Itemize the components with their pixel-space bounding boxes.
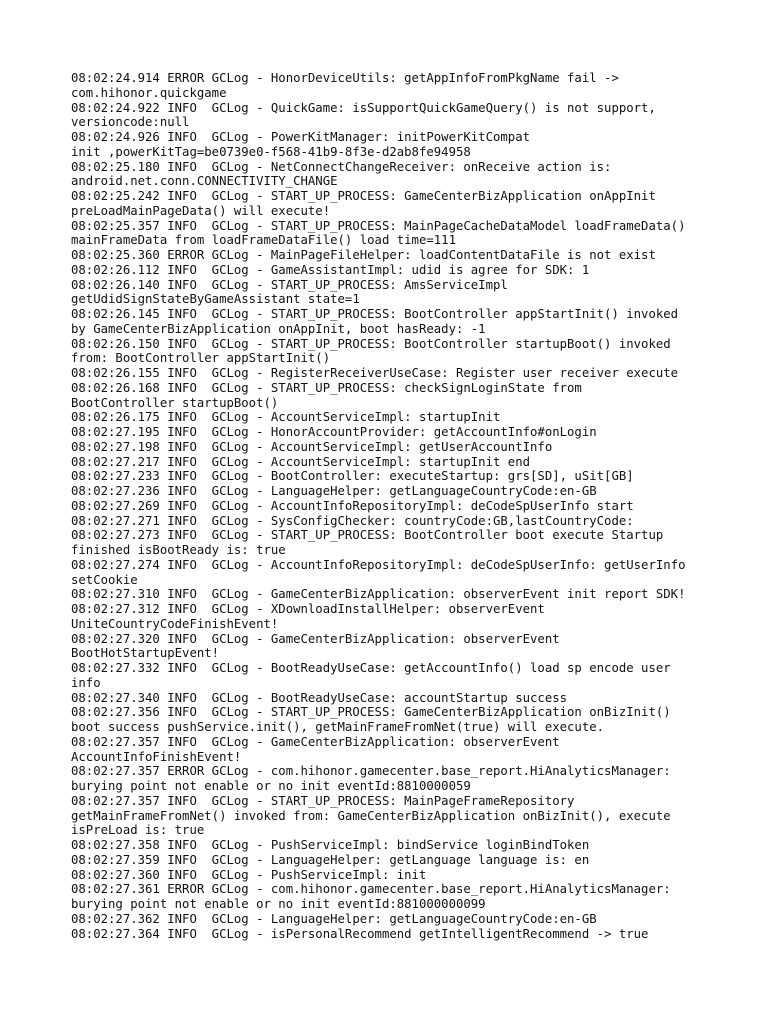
log-line: 08:02:27.233 INFO GCLog - BootController: executeStartup: grs[SD], uSit[GB] xyxy=(71,469,634,484)
log-line: setCookie xyxy=(71,572,138,587)
log-line: 08:02:24.922 INFO GCLog - QuickGame: isSupportQuickGameQuery() is not support, xyxy=(71,100,656,115)
log-line: 08:02:27.271 INFO GCLog - SysConfigChecker: countryCode:GB,lastCountryCode: xyxy=(71,513,634,528)
log-line: 08:02:26.145 INFO GCLog - START_UP_PROCESS: BootController appStartInit() invoked xyxy=(71,307,679,321)
log-line: from: BootController appStartInit() xyxy=(71,351,331,366)
log-line: 08:02:24.914 ERROR GCLog - HonorDeviceUtils: getAppInfoFromPkgName fail -> xyxy=(71,71,619,85)
log-line: preLoadMainPageData() will execute! xyxy=(71,203,331,218)
log-line: info xyxy=(71,675,101,690)
log-line: 08:02:27.217 INFO GCLog - AccountServiceImpl: startupInit end xyxy=(71,454,531,469)
log-line: burying point not enable or no init eventId:8810000059 xyxy=(71,779,471,793)
log-line: 08:02:27.364 INFO GCLog - isPersonalRecommend getIntelligentRecommend -> true xyxy=(71,926,649,941)
log-line: 08:02:27.332 INFO GCLog - BootReadyUseCase: getAccountInfo() load sp encode user xyxy=(71,661,671,675)
log-line: init ,powerKitTag=be0739e0-f568-41b9-8f3e-d2ab8fe94958 xyxy=(71,144,471,159)
log-line: 08:02:27.195 INFO GCLog - HonorAccountProvider: getAccountInfo#onLogin xyxy=(71,425,597,439)
log-line: boot success pushService.init(), getMainFrameFromNet(true) will execute. xyxy=(71,720,605,734)
log-line: 08:02:27.310 INFO GCLog - GameCenterBizApplication: observerEvent init report SDK! xyxy=(71,587,686,602)
log-line: AccountInfoFinishEvent! xyxy=(71,749,242,764)
log-line: 08:02:25.180 INFO GCLog - NetConnectChangeReceiver: onReceive action is: xyxy=(71,159,612,174)
log-line: 08:02:27.269 INFO GCLog - AccountInfoRepositoryImpl: deCodeSpUserInfo start xyxy=(71,498,634,513)
log-line: 08:02:27.312 INFO GCLog - XDownloadInstallHelper: observerEvent xyxy=(71,602,545,616)
log-line: BootHotStartupEvent! xyxy=(71,646,220,661)
log-line: 08:02:26.168 INFO GCLog - START_UP_PROCESS: checkSignLoginState from xyxy=(71,380,582,395)
log-line: 08:02:27.362 INFO GCLog - LanguageHelper: getLanguageCountryCode:en-GB xyxy=(71,911,597,926)
log-line: android.net.conn.CONNECTIVITY_CHANGE xyxy=(71,174,338,189)
log-line: 08:02:27.357 ERROR GCLog - com.hihonor.gamecenter.base_report.HiAnalyticsManager: xyxy=(71,764,671,779)
log-line: 08:02:27.358 INFO GCLog - PushServiceImpl: bindService loginBindToken xyxy=(71,838,590,852)
log-line: burying point not enable or no init eventId:881000000099 xyxy=(71,897,486,911)
log-line: finished isBootReady is: true xyxy=(71,543,286,557)
log-line: getUdidSignStateByGameAssistant state=1 xyxy=(71,292,360,307)
log-line: 08:02:27.356 INFO GCLog - START_UP_PROCESS: GameCenterBizApplication onBizInit() xyxy=(71,705,671,720)
log-line: 08:02:25.360 ERROR GCLog - MainPageFileHelper: loadContentDataFile is not exist xyxy=(71,248,656,262)
log-line: 08:02:27.320 INFO GCLog - GameCenterBizApplication: observerEvent xyxy=(71,631,560,646)
log-line: 08:02:27.359 INFO GCLog - LanguageHelper: getLanguage language is: en xyxy=(71,852,590,867)
log-line: 08:02:26.150 INFO GCLog - START_UP_PROCESS: BootController startupBoot() invoked xyxy=(71,336,671,351)
log-line: isPreLoad is: true xyxy=(71,823,205,838)
log-line: 08:02:26.140 INFO GCLog - START_UP_PROCESS: AmsServiceImpl xyxy=(71,277,508,292)
log-line: 08:02:27.340 INFO GCLog - BootReadyUseCase: accountStartup success xyxy=(71,690,568,705)
log-line: 08:02:27.357 INFO GCLog - START_UP_PROCESS: MainPageFrameRepository xyxy=(71,793,575,808)
log-line: 08:02:27.274 INFO GCLog - AccountInfoRepositoryImpl: deCodeSpUserInfo: getUserInfo xyxy=(71,557,686,572)
log-line: 08:02:25.242 INFO GCLog - START_UP_PROCESS: GameCenterBizApplication onAppInit xyxy=(71,189,656,203)
log-line: com.hihonor.quickgame xyxy=(71,85,227,100)
log-line: BootController startupBoot() xyxy=(71,395,279,410)
log-line: 08:02:27.198 INFO GCLog - AccountServiceImpl: getUserAccountInfo xyxy=(71,439,553,454)
log-line: 08:02:26.175 INFO GCLog - AccountServiceImpl: startupInit xyxy=(71,410,501,425)
log-line: 08:02:26.112 INFO GCLog - GameAssistantImpl: udid is agree for SDK: 1 xyxy=(71,262,590,277)
log-line: 08:02:27.236 INFO GCLog - LanguageHelper: getLanguageCountryCode:en-GB xyxy=(71,484,597,498)
log-line: 08:02:27.360 INFO GCLog - PushServiceImpl: init xyxy=(71,867,427,882)
log-line: versioncode:null xyxy=(71,115,190,130)
log-line: 08:02:27.357 INFO GCLog - GameCenterBizApplication: observerEvent xyxy=(71,734,560,749)
log-line: 08:02:24.926 INFO GCLog - PowerKitManager: initPowerKitCompat xyxy=(71,130,531,144)
log-document xyxy=(71,71,711,941)
log-line: 08:02:27.361 ERROR GCLog - com.hihonor.gamecenter.base_report.HiAnalyticsManager: xyxy=(71,882,671,897)
log-line: by GameCenterBizApplication onAppInit, boot hasReady: -1 xyxy=(71,321,486,336)
log-line: 08:02:27.273 INFO GCLog - START_UP_PROCESS: BootController boot execute Startup xyxy=(71,528,664,543)
log-line: 08:02:26.155 INFO GCLog - RegisterReceiverUseCase: Register user receiver execute xyxy=(71,366,679,380)
log-line: UniteCountryCodeFinishEvent! xyxy=(71,616,279,631)
log-line: 08:02:25.357 INFO GCLog - START_UP_PROCESS: MainPageCacheDataModel loadFrameData() xyxy=(71,218,686,233)
log-line: getMainFrameFromNet() invoked from: GameCenterBizApplication onBizInit(), execute xyxy=(71,808,671,823)
log-line: mainFrameData from loadFrameDataFile() load time=111 xyxy=(71,233,456,248)
